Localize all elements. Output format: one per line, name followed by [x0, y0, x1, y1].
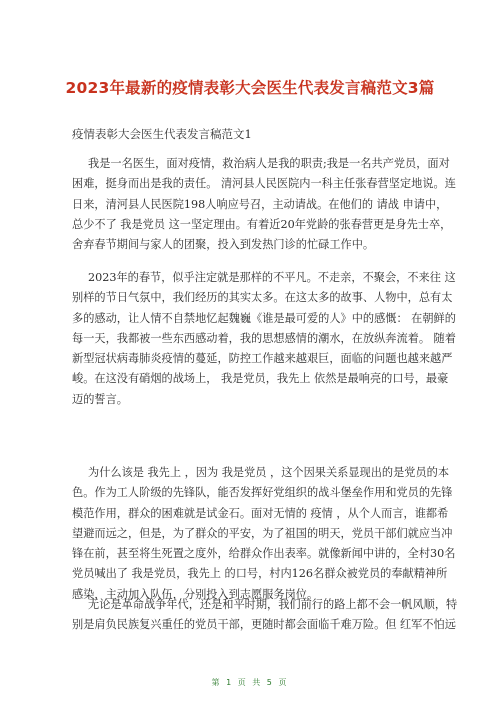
page-footer: 第 1 页 共 5 页	[211, 678, 289, 687]
text-line: 为什么该是 我先上 ，因为 我是党员 ，这个因果关系显现出的是党员的本	[88, 466, 450, 479]
text-line: 新型冠状病毒肺炎疫情的蔓延，防控工作越来越艰巨，面临的问题也越来越严	[72, 352, 453, 366]
document-subtitle: 疫情表彰大会医生代表发言稿范文1	[72, 127, 252, 141]
text-line: 日来，清河县人民医院198人响应号召，主动请战。在他们的 请战 申请中，	[72, 197, 448, 211]
text-line: 我是一名医生，面对疫情，救治病人是我的职责;我是一名共产党员，面对	[88, 157, 450, 170]
paragraph-2	[72, 268, 456, 410]
text-line: 色。作为工人阶级的先锋队，能否发挥好党组织的战斗堡垒作用和党员的先锋	[72, 486, 453, 500]
text-line: 党员喊出了 我是党员，我先上 的口号，村内126名群众被党员的奉献精神所	[72, 567, 448, 581]
text-line: 别是肩负民族复兴重任的党员干部，更随时都会面临千难万险。但 红军不怕远	[72, 618, 456, 632]
paragraph-4	[72, 595, 458, 636]
page-title: 2023年最新的疫情表彰大会医生代表发言稿范文3篇	[65, 79, 435, 97]
text-line: 多的感动，让人情不自禁地忆起魏巍《谁是最可爱的人》中的感慨： 在朝鲜的	[72, 311, 456, 325]
text-line: 峻。在这没有硝烟的战场上， 我是党员，我先上 依然是最响亮的口号，最豪	[72, 372, 449, 386]
paragraph-1	[72, 154, 456, 255]
text-line: 无论是革命战争年代，还是和平时期，我们前行的路上都不会一帆风顺，特	[88, 598, 458, 611]
text-line: 舍弃春节期间与家人的团聚，投入到发热门诊的忙碌工作中。	[72, 238, 375, 252]
text-line: 每一天，我都被一些东西感动着，我的思想感情的潮水，在放纵奔流着。 随着	[72, 331, 456, 345]
text-line: 2023年的春节，似乎注定就是那样的不平凡。不走亲，不聚会，不来往 这	[88, 271, 456, 284]
text-line: 模范作用，群众的困难就是试金石。面对无情的 疫情 ，从个人而言，谁都希	[72, 506, 449, 520]
text-line: 望避而远之，但是，为了群众的平安，为了祖国的明天，党员干部们就应当冲	[72, 526, 453, 540]
text-line: 总少不了 我是党员 这一坚定理由。有着近20年党龄的张春营更是身先士卒，	[72, 217, 452, 231]
text-line: 感染，主动加入队伍，分别投入到志愿服务岗位。	[72, 587, 319, 601]
text-line: 别样的节日气氛中，我们经历的其实太多。在这太多的故事、人物中，总有太	[72, 291, 453, 305]
text-line: 锋在前，甚至将生死置之度外，给群众作出表率。就像新闻中讲的，全村30名	[72, 547, 456, 561]
text-line: 迈的誓言。	[72, 392, 128, 406]
text-line: 困难，挺身而出是我的责任。 清河县人民医院内一科主任张春营坚定地说。连	[72, 177, 456, 191]
